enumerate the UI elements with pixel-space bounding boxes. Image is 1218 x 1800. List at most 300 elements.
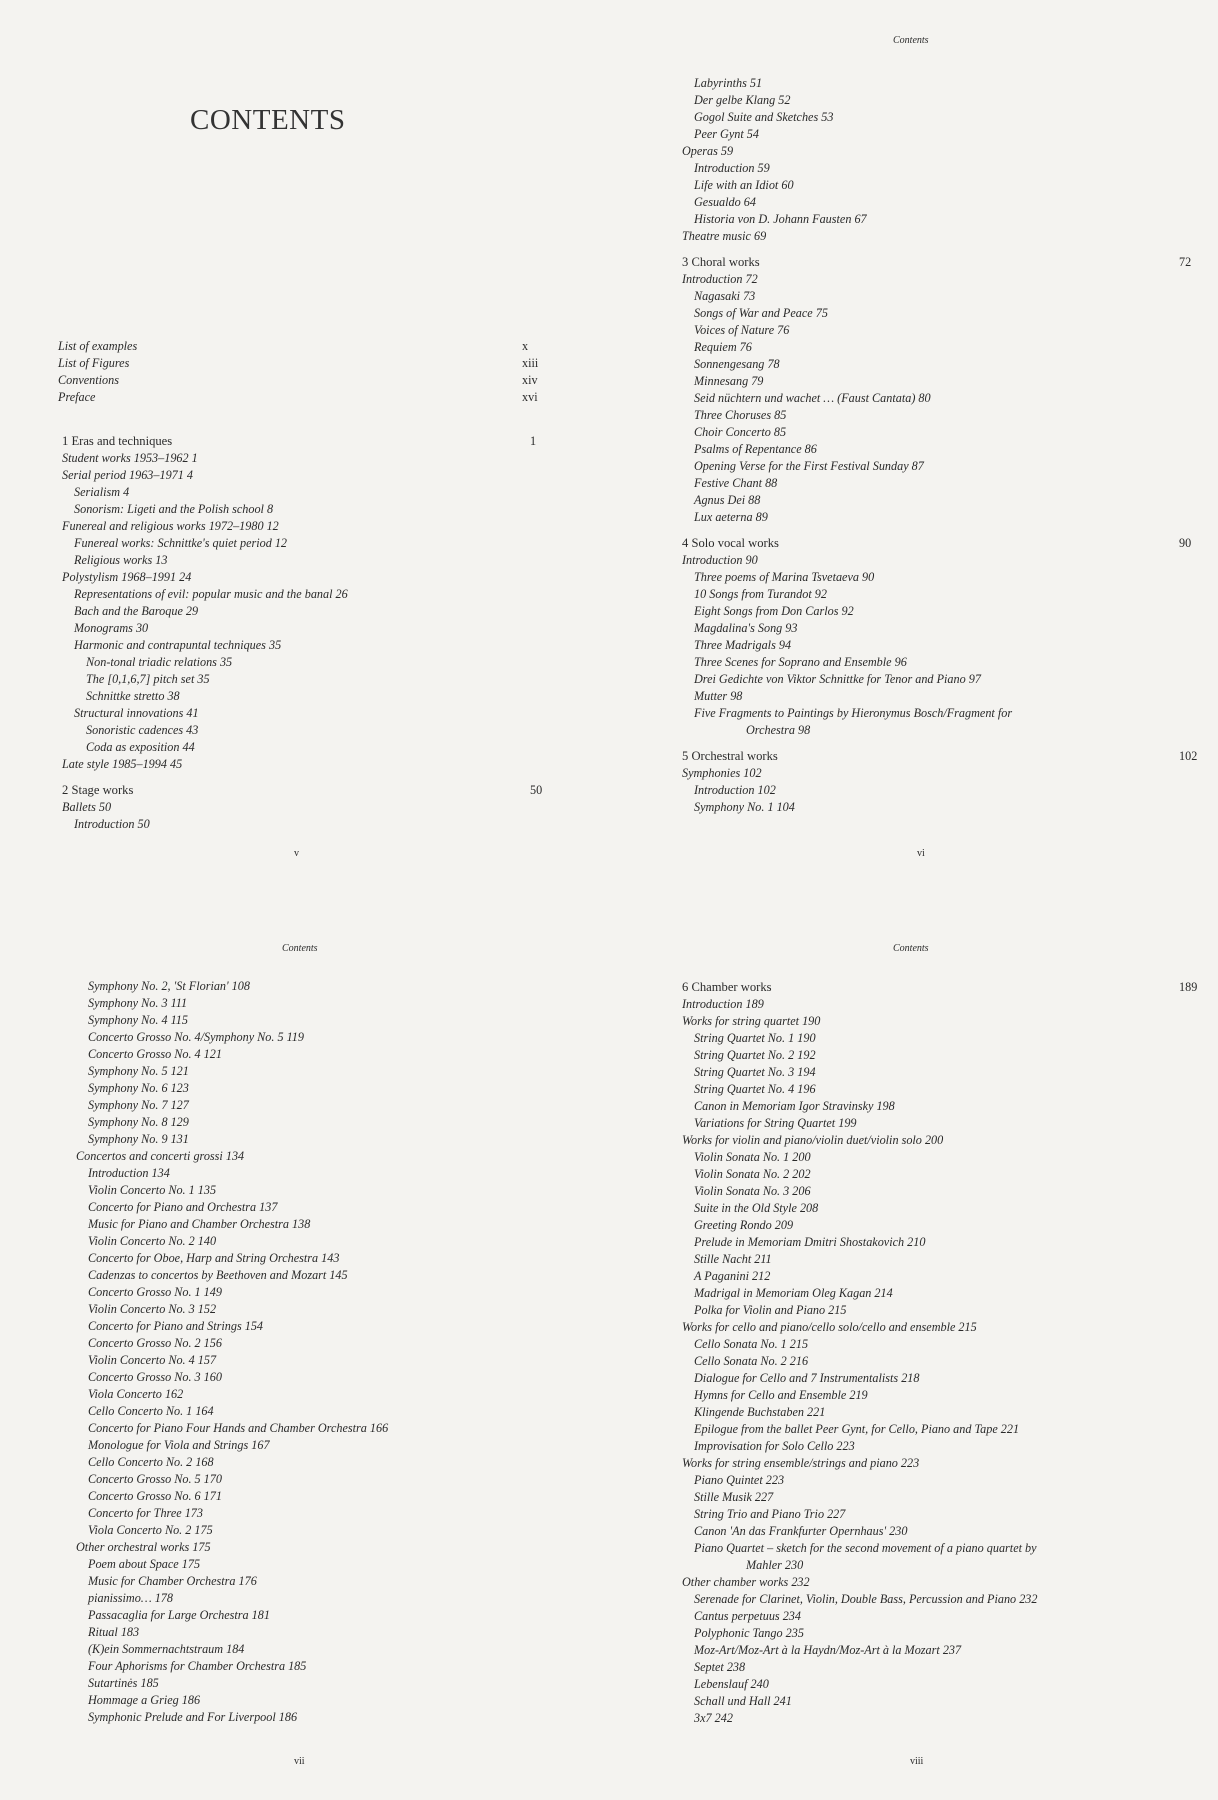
toc-entry (76, 1080, 576, 1097)
toc-entry-text: Festive Chant 88 (694, 476, 778, 490)
toc-entry (62, 654, 540, 671)
toc-entry-text: Student works 1953–1962 1 (62, 451, 198, 465)
toc-entry (76, 1454, 576, 1471)
toc-entry (682, 1251, 1192, 1268)
toc-entry (682, 1234, 1192, 1251)
toc-entry-text: 5 Orchestral works (682, 749, 778, 763)
toc-entry-text: Seid nüchtern und wachet … (Faust Cantata) 80 (694, 391, 931, 405)
toc-entry (76, 1233, 576, 1250)
toc-entry-text: Viola Concerto No. 2 175 (88, 1523, 213, 1537)
toc-entry (76, 1165, 576, 1182)
toc-entry-text: Theatre music 69 (682, 229, 767, 243)
toc-entry (682, 211, 1192, 228)
toc-entry (682, 1183, 1192, 1200)
toc-entry-text: Symphony No. 3 111 (88, 996, 188, 1010)
toc-entry-text: Introduction 59 (694, 161, 770, 175)
toc-entry (682, 1523, 1192, 1540)
toc-entry (682, 1455, 1192, 1472)
toc-entry (682, 1659, 1192, 1676)
toc-list-viii (682, 979, 1198, 1727)
toc-entry (76, 1556, 576, 1573)
toc-entry-text: Hommage a Grieg 186 (88, 1693, 201, 1707)
toc-entry-text: A Paganini 212 (694, 1269, 771, 1283)
toc-entry (682, 373, 1192, 390)
toc-entry-text: Moz-Art/Moz-Art à la Haydn/Moz-Art à la Mozart 237 (694, 1643, 962, 1657)
toc-entry-text: Dialogue for Cello and 7 Instrumentalists 218 (694, 1371, 920, 1385)
toc-entry-text: Serial period 1963–1971 4 (62, 468, 194, 482)
toc-entry (682, 1285, 1192, 1302)
toc-entry-text: Variations for String Quartet 199 (694, 1116, 857, 1130)
toc-entry (76, 1709, 576, 1726)
toc-entry (62, 467, 540, 484)
toc-entry (62, 637, 540, 654)
toc-entry-text: Lux aeterna 89 (694, 510, 768, 524)
toc-entry (682, 424, 1192, 441)
toc-entry-text: Concertos and concerti grossi 134 (76, 1149, 245, 1163)
toc-entry-text: Canon in Memoriam Igor Stravinsky 198 (694, 1099, 895, 1113)
toc-chapter (682, 254, 1192, 271)
toc-entry-text: 3 Choral works (682, 255, 760, 269)
toc-entry-text: Concerto Grosso No. 4 121 (88, 1047, 222, 1061)
toc-entry (682, 1166, 1192, 1183)
toc-entry-text: Symphony No. 8 129 (88, 1115, 189, 1129)
toc-entry-text: Late style 1985–1994 45 (62, 757, 183, 771)
toc-entry (62, 518, 540, 535)
toc-chapter (62, 433, 540, 450)
toc-entry (76, 1505, 576, 1522)
toc-entry (62, 620, 540, 637)
toc-entry-text: Three Madrigals 94 (694, 638, 792, 652)
toc-entry (682, 1472, 1192, 1489)
toc-entry (682, 288, 1192, 305)
toc-entry (682, 1098, 1192, 1115)
toc-entry-text: Cantus perpetuus 234 (694, 1609, 801, 1623)
toc-entry-text: 6 Chamber works (682, 980, 772, 994)
toc-page-number: 72 (1179, 255, 1192, 269)
toc-entry (76, 1658, 576, 1675)
toc-entry-text: Mahler 230 (746, 1558, 804, 1572)
toc-entry-text: Cello Sonata No. 1 215 (694, 1337, 809, 1351)
page-title: CONTENTS (190, 104, 346, 136)
toc-entry-text: Labyrinths 51 (694, 76, 763, 90)
toc-entry-text: Agnus Dei 88 (694, 493, 761, 507)
toc-entry (682, 1336, 1192, 1353)
front-matter-entry (58, 372, 540, 389)
toc-entry-text: Symphonies 102 (682, 766, 762, 780)
toc-entry-text: Concerto for Piano and Orchestra 137 (88, 1200, 278, 1214)
toc-entry (62, 799, 540, 816)
toc-entry (62, 705, 540, 722)
toc-entry (76, 995, 576, 1012)
toc-entry-text: Religious works 13 (74, 553, 168, 567)
toc-entry-text: Polystylism 1968–1991 24 (62, 570, 192, 584)
toc-entry (76, 1267, 576, 1284)
toc-entry (76, 1607, 576, 1624)
toc-entry-text: Sonnengesang 78 (694, 357, 780, 371)
toc-entry-text: String Quartet No. 1 190 (694, 1031, 816, 1045)
toc-entry-text: Harmonic and contrapuntal techniques 35 (74, 638, 282, 652)
toc-entry-text: Viola Concerto 162 (88, 1387, 184, 1401)
toc-entry-text: Cello Sonata No. 2 216 (694, 1354, 809, 1368)
toc-entry (682, 1030, 1192, 1047)
toc-entry-text: Suite in the Old Style 208 (694, 1201, 819, 1215)
toc-entry-text: Psalms of Repentance 86 (694, 442, 817, 456)
front-matter-text: Preface (58, 390, 96, 404)
toc-entry-text: Violin Sonata No. 1 200 (694, 1150, 811, 1164)
toc-entry (76, 1488, 576, 1505)
toc-entry (682, 1438, 1192, 1455)
toc-entry-text: Bach and the Baroque 29 (74, 604, 199, 618)
toc-entry-text: Life with an Idiot 60 (694, 178, 794, 192)
toc-entry (62, 688, 540, 705)
toc-entry (76, 1046, 576, 1063)
toc-entry (682, 1421, 1192, 1438)
toc-entry-text: Concerto Grosso No. 5 170 (88, 1472, 222, 1486)
toc-entry (682, 1115, 1192, 1132)
toc-entry-text: Symphony No. 6 123 (88, 1081, 189, 1095)
toc-entry-text: Concerto for Three 173 (88, 1506, 203, 1520)
toc-entry (682, 109, 1192, 126)
toc-entry-text: String Trio and Piano Trio 227 (694, 1507, 846, 1521)
toc-entry-text: Violin Sonata No. 2 202 (694, 1167, 811, 1181)
toc-entry (62, 484, 540, 501)
toc-entry (62, 739, 540, 756)
toc-entry (682, 1642, 1192, 1659)
toc-entry-text: The [0,1,6,7] pitch set 35 (86, 672, 210, 686)
toc-entry (62, 722, 540, 739)
toc-entry-text: Introduction 134 (88, 1166, 170, 1180)
toc-entry-text: Monograms 30 (74, 621, 149, 635)
toc-entry (76, 1148, 576, 1165)
toc-entry (682, 492, 1192, 509)
front-matter-page: xvi (522, 390, 538, 404)
toc-entry (76, 1369, 576, 1386)
toc-entry (682, 75, 1192, 92)
toc-entry (76, 1386, 576, 1403)
toc-entry (682, 722, 1192, 739)
toc-entry (682, 1608, 1192, 1625)
toc-entry (682, 1625, 1192, 1642)
toc-entry-text: Violin Sonata No. 3 206 (694, 1184, 811, 1198)
section-gap (682, 245, 1192, 254)
folio: vi (917, 848, 925, 859)
toc-list-v (62, 433, 543, 833)
toc-entry-text: Four Aphorisms for Chamber Orchestra 185 (88, 1659, 307, 1673)
toc-entry-text: Introduction 72 (682, 272, 758, 286)
toc-entry-text: 2 Stage works (62, 783, 134, 797)
toc-entry (682, 705, 1192, 722)
toc-entry (682, 569, 1192, 586)
toc-entry-text: Works for cello and piano/cello solo/cello and ensemble 215 (682, 1320, 977, 1334)
toc-entry-text: Music for Piano and Chamber Orchestra 138 (88, 1217, 311, 1231)
toc-entry (62, 586, 540, 603)
toc-entry (682, 407, 1192, 424)
toc-entry-text: Epilogue from the ballet Peer Gynt, for Cello, Piano and Tape 221 (694, 1422, 1020, 1436)
toc-entry-text: Concerto Grosso No. 6 171 (88, 1489, 222, 1503)
toc-entry-text: Schnittke stretto 38 (86, 689, 180, 703)
toc-entry (682, 1591, 1192, 1608)
toc-entry (76, 1471, 576, 1488)
toc-entry-text: Choir Concerto 85 (694, 425, 787, 439)
toc-entry-text: String Quartet No. 4 196 (694, 1082, 816, 1096)
toc-entry (76, 1539, 576, 1556)
toc-entry-text: Introduction 102 (694, 783, 776, 797)
toc-entry-text: Sonorism: Ligeti and the Polish school 8 (74, 502, 274, 516)
toc-entry (682, 1693, 1192, 1710)
front-matter-entry (58, 389, 540, 406)
toc-entry-text: Canon 'An das Frankfurter Opernhaus' 230 (694, 1524, 908, 1538)
toc-entry-text: Non-tonal triadic relations 35 (86, 655, 233, 669)
toc-entry (62, 552, 540, 569)
toc-entry-text: Hymns for Cello and Ensemble 219 (694, 1388, 868, 1402)
toc-entry-text: Funereal works: Schnittke's quiet period 12 (74, 536, 288, 550)
front-matter-list (58, 338, 540, 406)
toc-entry (682, 1557, 1192, 1574)
toc-entry-text: Schall und Hall 241 (694, 1694, 792, 1708)
toc-entry-text: Works for string quartet 190 (682, 1014, 821, 1028)
toc-entry-text: Concerto for Piano Four Hands and Chamber Orchestra 166 (88, 1421, 389, 1435)
toc-entry (682, 1268, 1192, 1285)
toc-entry (682, 177, 1192, 194)
toc-page-number: 90 (1179, 536, 1192, 550)
toc-entry (682, 356, 1192, 373)
toc-entry-text: Mutter 98 (694, 689, 743, 703)
toc-chapter (682, 979, 1198, 996)
toc-entry-text: 10 Songs from Turandot 92 (694, 587, 827, 601)
toc-entry (682, 637, 1192, 654)
toc-entry (682, 586, 1192, 603)
toc-entry (682, 1574, 1192, 1591)
toc-entry (682, 603, 1192, 620)
toc-entry-text: Cello Concerto No. 1 164 (88, 1404, 214, 1418)
folio: vii (294, 1756, 305, 1767)
toc-entry (76, 1182, 576, 1199)
toc-entry-text: Violin Concerto No. 2 140 (88, 1234, 217, 1248)
toc-entry-text: 4 Solo vocal works (682, 536, 779, 550)
front-matter-page: xiv (522, 373, 538, 387)
toc-entry (682, 1132, 1192, 1149)
toc-entry-text: Introduction 50 (74, 817, 150, 831)
toc-entry-text: Three Scenes for Soprano and Ensemble 96 (694, 655, 907, 669)
toc-entry-text: 3x7 242 (694, 1711, 733, 1725)
toc-entry (682, 475, 1192, 492)
toc-entry-text: (K)ein Sommernachtstraum 184 (88, 1642, 245, 1656)
toc-entry-text: Introduction 90 (682, 553, 758, 567)
toc-entry-text: Klingende Buchstaben 221 (694, 1405, 826, 1419)
toc-entry-text: Works for violin and piano/violin duet/violin solo 200 (682, 1133, 944, 1147)
toc-chapter (62, 782, 543, 799)
toc-entry-text: Madrigal in Memoriam Oleg Kagan 214 (694, 1286, 893, 1300)
toc-entry (76, 1131, 576, 1148)
toc-entry (682, 160, 1192, 177)
running-head: Contents (282, 943, 318, 954)
toc-entry-text: Symphony No. 4 115 (88, 1013, 188, 1027)
toc-entry-text: Historia von D. Johann Fausten 67 (694, 212, 867, 226)
toc-entry (682, 1013, 1192, 1030)
toc-entry (62, 569, 540, 586)
toc-entry-text: Funereal and religious works 1972–1980 12 (62, 519, 279, 533)
toc-entry (682, 1081, 1192, 1098)
page-v (0, 0, 609, 900)
toc-entry-text: Concerto Grosso No. 4/Symphony No. 5 119 (88, 1030, 304, 1044)
toc-entry-text: Poem about Space 175 (88, 1557, 201, 1571)
toc-entry (62, 450, 540, 467)
toc-entry (682, 1370, 1192, 1387)
toc-entry-text: Polka for Violin and Piano 215 (694, 1303, 847, 1317)
toc-entry (682, 1506, 1192, 1523)
toc-entry-text: Violin Concerto No. 1 135 (88, 1183, 217, 1197)
folio: v (294, 848, 299, 859)
toc-entry (682, 782, 1192, 799)
toc-entry (76, 1522, 576, 1539)
toc-entry (682, 92, 1192, 109)
toc-page-number: 189 (1179, 980, 1198, 994)
toc-entry-text: Peer Gynt 54 (694, 127, 759, 141)
folio: viii (910, 1756, 924, 1767)
page-vi (609, 0, 1218, 900)
toc-entry-text: Passacaglia for Large Orchestra 181 (88, 1608, 270, 1622)
toc-entry-text: Ritual 183 (88, 1625, 140, 1639)
toc-entry (76, 1029, 576, 1046)
toc-entry-text: Three Choruses 85 (694, 408, 787, 422)
toc-entry (76, 1097, 576, 1114)
toc-entry-text: Gogol Suite and Sketches 53 (694, 110, 834, 124)
toc-entry (682, 654, 1192, 671)
front-matter-page: xiii (522, 356, 539, 370)
toc-entry (682, 1302, 1192, 1319)
toc-entry (682, 688, 1192, 705)
toc-entry-text: String Quartet No. 3 194 (694, 1065, 816, 1079)
toc-entry (682, 620, 1192, 637)
toc-entry (682, 1149, 1192, 1166)
toc-entry (682, 1217, 1192, 1234)
toc-entry (682, 1047, 1192, 1064)
toc-entry (76, 1216, 576, 1233)
front-matter-page: x (522, 339, 529, 353)
toc-entry-text: Cello Concerto No. 2 168 (88, 1455, 214, 1469)
toc-entry (682, 1200, 1192, 1217)
toc-entry-text: Concerto Grosso No. 1 149 (88, 1285, 222, 1299)
toc-entry (682, 322, 1192, 339)
toc-page-number: 102 (1179, 749, 1198, 763)
toc-entry-text: Stille Nacht 211 (694, 1252, 772, 1266)
toc-entry-text: Violin Concerto No. 4 157 (88, 1353, 217, 1367)
toc-entry-text: Sonoristic cadences 43 (86, 723, 199, 737)
toc-entry-text: Introduction 189 (682, 997, 764, 1011)
toc-entry (76, 1318, 576, 1335)
toc-entry (76, 1403, 576, 1420)
toc-entry-text: Opening Verse for the First Festival Sunday 87 (694, 459, 924, 473)
toc-entry (76, 1199, 576, 1216)
toc-entry-text: Representations of evil: popular music and the banal 26 (74, 587, 348, 601)
toc-entry (682, 1353, 1192, 1370)
toc-entry-text: Ballets 50 (62, 800, 112, 814)
toc-page-number: 1 (530, 434, 537, 448)
toc-entry (76, 1335, 576, 1352)
front-matter-text: Conventions (58, 373, 119, 387)
toc-entry-text: Symphony No. 7 127 (88, 1098, 189, 1112)
toc-entry-text: Greeting Rondo 209 (694, 1218, 794, 1232)
toc-entry-text: Gesualdo 64 (694, 195, 756, 209)
toc-entry (76, 1012, 576, 1029)
toc-entry-text: Voices of Nature 76 (694, 323, 790, 337)
toc-entry (682, 1489, 1192, 1506)
toc-entry-text: Piano Quartet – sketch for the second movement of a piano quartet by (694, 1541, 1037, 1555)
toc-entry-text: Der gelbe Klang 52 (694, 93, 791, 107)
toc-entry-text: 1 Eras and techniques (62, 434, 173, 448)
page-viii (609, 900, 1218, 1800)
toc-entry-text: Polyphonic Tango 235 (694, 1626, 804, 1640)
page-vii (0, 900, 609, 1800)
toc-entry (76, 1573, 576, 1590)
toc-entry-text: String Quartet No. 2 192 (694, 1048, 816, 1062)
toc-entry (76, 1692, 576, 1709)
toc-entry (62, 756, 540, 773)
toc-entry (682, 996, 1192, 1013)
toc-entry-text: Other orchestral works 175 (76, 1540, 211, 1554)
toc-entry-text: Other chamber works 232 (682, 1575, 810, 1589)
section-gap (682, 526, 1192, 535)
toc-page-number: 50 (530, 783, 543, 797)
toc-entry (76, 1420, 576, 1437)
toc-entry (76, 1624, 576, 1641)
toc-entry-text: Drei Gedichte von Viktor Schnittke for Tenor and Piano 97 (694, 672, 981, 686)
toc-entry (62, 535, 540, 552)
front-matter-text: List of Figures (58, 356, 130, 370)
toc-entry (682, 143, 1192, 160)
front-matter-entry (58, 338, 540, 355)
toc-entry-text: Symphonic Prelude and For Liverpool 186 (88, 1710, 298, 1724)
toc-entry (76, 1284, 576, 1301)
section-gap (682, 739, 1192, 748)
toc-entry (76, 1437, 576, 1454)
toc-entry-text: Concerto for Piano and Strings 154 (88, 1319, 264, 1333)
toc-entry (62, 816, 540, 833)
running-head: Contents (893, 35, 929, 46)
toc-entry (682, 671, 1192, 688)
toc-entry-text: Concerto Grosso No. 2 156 (88, 1336, 222, 1350)
toc-entry (682, 552, 1192, 569)
toc-entry (682, 1387, 1192, 1404)
toc-entry (76, 1301, 576, 1318)
toc-entry-text: Symphony No. 2, 'St Florian' 108 (88, 979, 250, 993)
toc-entry (682, 1319, 1192, 1336)
toc-entry-text: Serenade for Clarinet, Violin, Double Bass, Percussion and Piano 232 (694, 1592, 1038, 1606)
toc-entry-text: Sutartinės 185 (88, 1676, 159, 1690)
toc-entry-text: Coda as exposition 44 (86, 740, 195, 754)
toc-entry (682, 1676, 1192, 1693)
toc-entry (62, 501, 540, 518)
section-gap (62, 773, 540, 782)
toc-entry-text: Works for string ensemble/strings and piano 223 (682, 1456, 920, 1470)
toc-entry (682, 509, 1192, 526)
front-matter-entry (58, 355, 540, 372)
toc-entry-text: Symphony No. 5 121 (88, 1064, 189, 1078)
toc-entry (682, 799, 1192, 816)
toc-entry (682, 339, 1192, 356)
toc-entry-text: Five Fragments to Paintings by Hieronymus Bosch/Fragment for (694, 706, 1013, 720)
toc-entry (682, 228, 1192, 245)
toc-entry (682, 441, 1192, 458)
toc-entry-text: Music for Chamber Orchestra 176 (88, 1574, 257, 1588)
toc-entry-text: Septet 238 (694, 1660, 746, 1674)
toc-entry (682, 1540, 1192, 1557)
toc-entry-text: Structural innovations 41 (74, 706, 199, 720)
toc-entry (682, 458, 1192, 475)
toc-entry (62, 603, 540, 620)
toc-entry (76, 1352, 576, 1369)
toc-entry-text: pianissimo… 178 (88, 1591, 173, 1605)
